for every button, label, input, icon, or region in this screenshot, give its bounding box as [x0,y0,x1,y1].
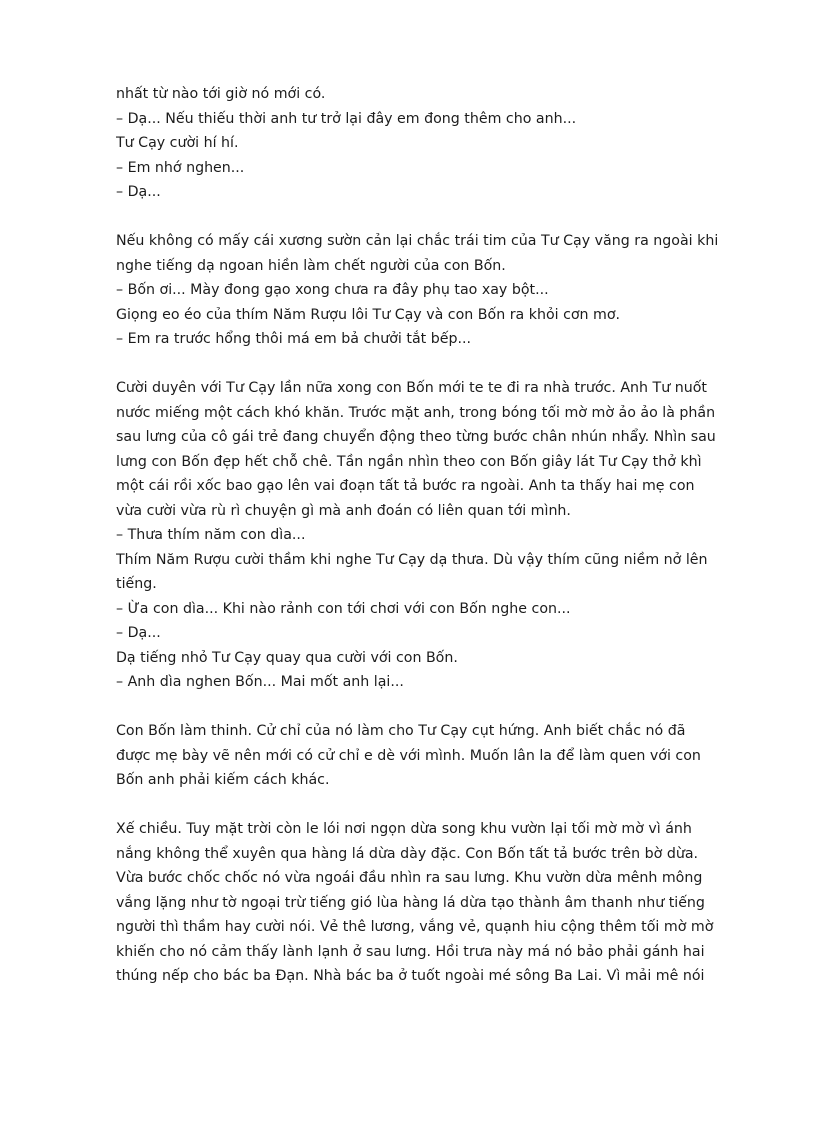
text-line: thúng nếp cho bác ba Đạn. Nhà bác ba ở tuốt ngoài mé sông Ba Lai. Vì mải mê nói [116,968,705,984]
text-line: sau lưng của cô gái trẻ đang chuyển động theo từng bước chân nhún nhẩy. Nhìn sau [116,429,716,445]
document-text [116,82,746,989]
text-line: – Bốn ơi... Mày đong gạo xong chưa ra đây phụ tao xay bột... [116,282,549,298]
text-line: nước miếng một cách khó khăn. Trước mặt anh, trong bóng tối mờ mờ ảo ảo là phần [116,404,716,421]
text-line: Tư Cạy cười hí hí. [116,135,239,151]
text-line: nghe tiếng dạ ngoan hiền làm chết người của con Bốn. [116,257,506,274]
text-line: – Anh dìa nghen Bốn... Mai mốt anh lại... [116,674,404,690]
text-line: – Dạ... Nếu thiếu thời anh tư trở lại đây em đong thêm cho anh... [116,110,577,127]
text-line: Con Bốn làm thinh. Cử chỉ của nó làm cho Tư Cạy cụt hứng. Anh biết chắc nó đã [116,723,686,739]
text-line: – Em ra trước hổng thôi má em bả chưởi tắt bếp... [116,331,471,347]
paragraph-gap [116,352,746,377]
text-line: nhất từ nào tới giờ nó mới có. [116,86,326,102]
text-line: Dạ tiếng nhỏ Tư Cạy quay qua cười với con Bốn. [116,649,458,666]
text-line: Cười duyên với Tư Cạy lần nữa xong con Bốn mới te te đi ra nhà trước. Anh Tư nuốt [116,380,707,396]
text-line: Giọng eo éo của thím Năm Rượu lôi Tư Cạy và con Bốn ra khỏi cơn mơ. [116,306,621,323]
text-line: vắng lặng như tờ ngoại trừ tiếng gió lùa hàng lá dừa tạo thành âm thanh như tiếng [116,894,705,911]
text-line: tiếng. [116,576,157,592]
text-line: – Thưa thím năm con dìa... [116,527,306,543]
text-line: Thím Năm Rượu cười thầm khi nghe Tư Cạy dạ thưa. Dù vậy thím cũng niềm nở lên [116,551,708,568]
text-line: được mẹ bày vẽ nên mới có cử chỉ e dè với mình. Muốn lân la để làm quen với con [116,747,701,764]
text-line: vừa cười vừa rù rì chuyện gì mà anh đoán có liên quan tới mình. [116,502,571,519]
text-line: – Dạ... [116,184,161,200]
text-line: khiến cho nó cảm thấy lành lạnh ở sau lưng. Hồi trưa này má nó bảo phải gánh hai [116,943,705,960]
text-line: người thì thầm hay cười nói. Vẻ thê lương, vắng vẻ, quạnh hiu cộng thêm tối mờ mờ [116,919,714,935]
text-line: nắng không thể xuyên qua hàng lá dừa dày đặc. Con Bốn tất tả bước trên bờ dừa. [116,845,699,862]
paragraph-gap [116,695,746,720]
text-line: Vừa bước chốc chốc nó vừa ngoái đầu nhìn ra sau lưng. Khu vườn dừa mênh mông [116,870,703,886]
text-line: – Em nhớ nghen... [116,159,245,176]
paragraph-gap [116,793,746,818]
text-line: một cái rồi xốc bao gạo lên vai đoạn tất tả bước ra ngoài. Anh ta thấy hai mẹ con [116,478,695,494]
paragraph-gap [116,205,746,230]
text-line: lưng con Bốn đẹp hết chỗ chê. Tần ngần nhìn theo con Bốn giây lát Tư Cạy thở khì [116,453,702,470]
text-line: Bốn anh phải kiếm cách khác. [116,772,330,788]
text-line: – Ừa con dìa... Khi nào rảnh con tới chơi với con Bốn nghe con... [116,600,571,617]
text-line: Nếu không có mấy cái xương sườn cản lại chắc trái tim của Tư Cạy văng ra ngoài khi [116,233,719,249]
text-line: Xế chiều. Tuy mặt trời còn le lói nơi ngọn dừa song khu vườn lại tối mờ mờ vì ánh [116,821,692,837]
text-line: – Dạ... [116,625,161,641]
